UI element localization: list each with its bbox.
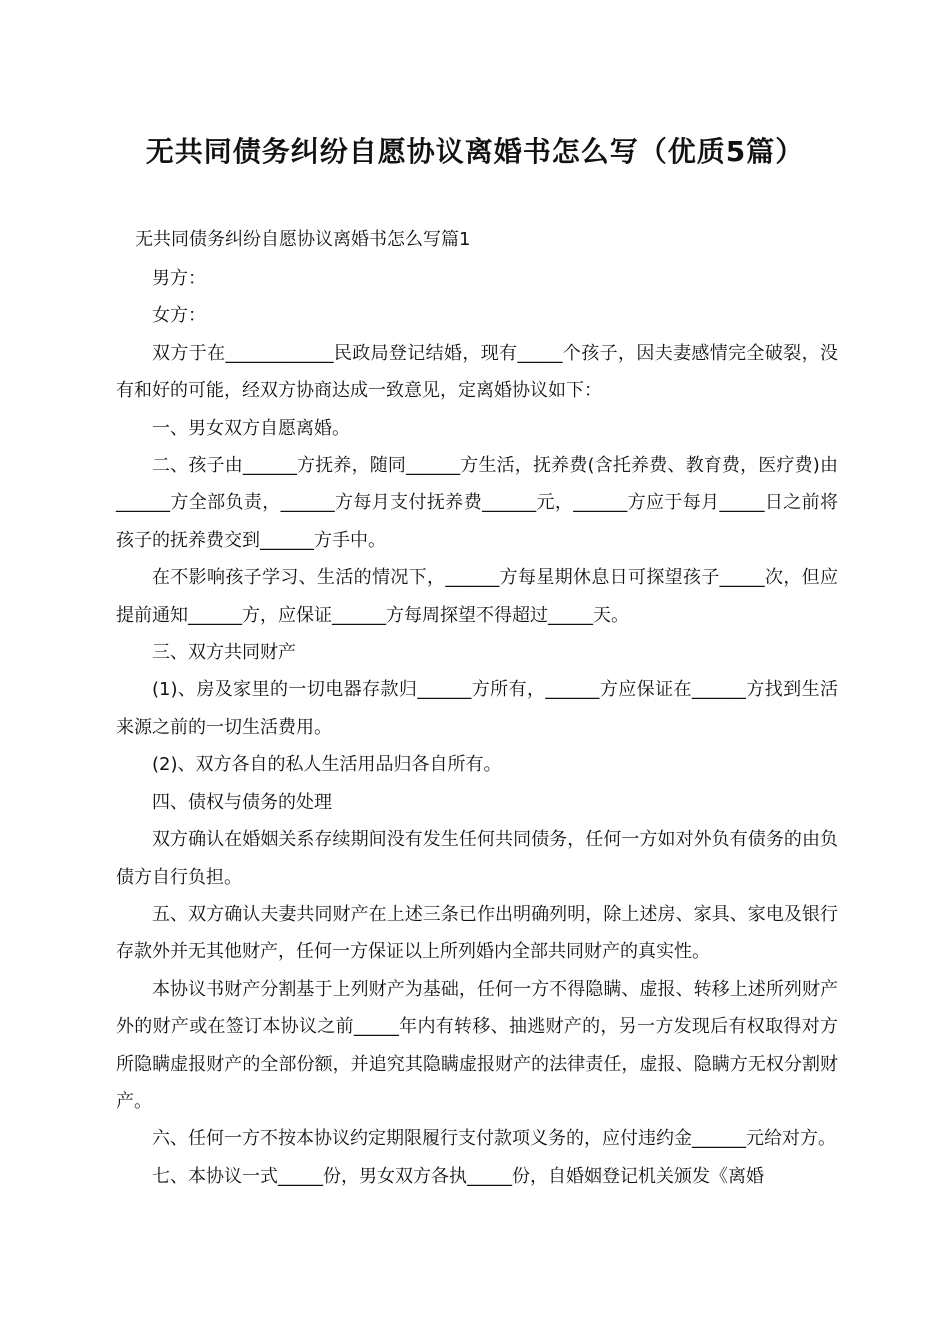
paragraph-clause-5: 五、双方确认夫妻共同财产在上述三条已作出明确列明，除上述房、家具、家电及银行存款外并无其他财产，任何一方保证以上所列婚内全部共同财产的真实性。 — [116, 903, 838, 963]
paragraph-property-1: (1)、房及家里的一切电器存款归______方所有，______方应保证在______方找到生活来源之前的一切生活费用。 — [116, 679, 838, 738]
paragraph-wife: 女方： — [152, 305, 206, 327]
paragraph-debt: 双方确认在婚姻关系存续期间没有发生任何共同债务，任何一方如对外负有债务的由负债方自行负担。 — [116, 829, 838, 888]
paragraph-marriage-info: 双方于在____________民政局登记结婚，现有_____个孩子，因夫妻感情完全破裂，没有和好的可能，经双方协商达成一致意见，定离婚协议如下： — [116, 342, 838, 402]
section-heading: 无共同债务纠纷自愿协议离婚书怎么写篇1 — [135, 229, 471, 250]
document-title: 无共同债务纠纷自愿协议离婚书怎么写（优质5篇） — [145, 135, 805, 168]
paragraph-clause-3: 三、双方共同财产 — [152, 642, 296, 664]
paragraph-property-2: (2)、双方各自的私人生活用品归各自所有。 — [152, 754, 502, 776]
paragraph-clause-2: 二、孩子由______方抚养，随同______方生活，抚养费(含托养费、教育费，医疗费)由______方全部负责，______方每月支付抚养费______元，______方应于每月_____日之前将孩子的抚养费交到______方手中。 — [116, 455, 838, 551]
paragraph-clause-7: 七、本协议一式_____份，男女双方各执_____份，自婚姻登记机关颁发《离婚 — [152, 1165, 764, 1187]
paragraph-clause-4: 四、债权与债务的处理 — [152, 791, 332, 813]
document-body — [116, 260, 838, 1195]
paragraph-visitation: 在不影响孩子学习、生活的情况下，______方每星期休息日可探望孩子_____次，但应提前通知______方，应保证______方每周探望不得超过_____天。 — [116, 567, 838, 626]
paragraph-property-division: 本协议书财产分割基于上列财产为基础，任何一方不得隐瞒、虚报、转移上述所列财产外的财产或在签订本协议之前_____年内有转移、抽逃财产的，另一方发现后有权取得对方所隐瞒虚报财产的全部份额，并追究其隐瞒虚报财产的法律责任，虚报、隐瞒方无权分割财产。 — [116, 978, 838, 1112]
paragraph-clause-1: 一、男女双方自愿离婚。 — [152, 417, 350, 439]
paragraph-clause-6: 六、任何一方不按本协议约定期限履行支付款项义务的，应付违约金______元给对方。 — [152, 1128, 836, 1150]
paragraph-husband: 男方： — [152, 268, 206, 289]
